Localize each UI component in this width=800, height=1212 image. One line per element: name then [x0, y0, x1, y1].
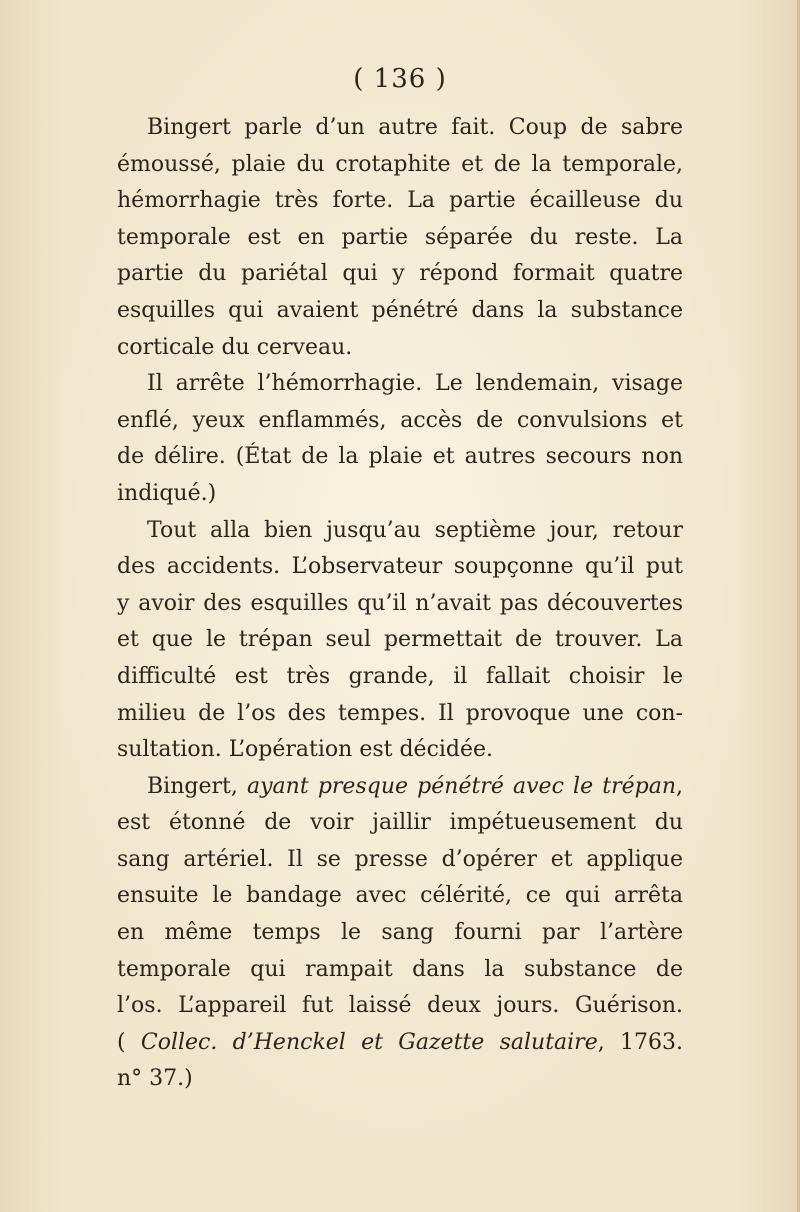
text-line: Il arrête l’hémorrhagie. Le lendemain, visage	[147, 371, 683, 397]
citation-tail: n° 37.)	[117, 1066, 193, 1092]
text-line: de délire. (État de la plaie et autres secours non	[117, 444, 683, 470]
body-text	[117, 110, 683, 1098]
text-line: temporale est en partie séparée du reste. La	[117, 224, 683, 250]
text-line: temporale qui rampait dans la substance de	[117, 956, 683, 982]
text-line: en même temps le sang fourni par l’artère	[117, 920, 683, 946]
text-line: hémorrhagie très forte. La partie écailleuse du	[117, 188, 683, 214]
paragraph-3	[117, 513, 683, 769]
text-run: ,	[676, 773, 684, 799]
text-line: sang artériel. Il se presse d’opérer et applique	[117, 846, 683, 872]
italic-phrase: ayant presque pénétré avec le trépan	[247, 773, 677, 799]
text-line: Tout alla bien jusqu’au septième jour, retour	[147, 517, 683, 543]
paragraph-1	[117, 110, 683, 366]
citation-open: (	[117, 1029, 126, 1055]
citation-title: Collec. d’Henckel et Gazette salutaire	[140, 1029, 598, 1055]
text-line: corticale du cerveau.	[117, 334, 353, 360]
text-line: sultation. L’opération est décidée.	[117, 737, 494, 763]
page-number: ( 136 )	[353, 64, 447, 94]
text-line: est étonné de voir jaillir impétueusement du	[117, 810, 683, 836]
text-line: émoussé, plaie du crotaphite et de la temporale,	[117, 151, 683, 177]
text-line: difficulté est très grande, il fallait choisir le	[117, 663, 683, 689]
text-line: l’os. L’appareil fut laissé deux jours. Guérison.	[117, 993, 683, 1019]
paragraph-4	[117, 769, 683, 1098]
citation-year: , 1763.	[597, 1029, 683, 1055]
citation-line	[117, 1025, 683, 1062]
text-line	[117, 769, 683, 806]
text-line: esquilles qui avaient pénétré dans la substance	[117, 297, 683, 323]
text-line: Bingert parle d’un autre fait. Coup de sabre	[147, 115, 683, 140]
text-run: Bingert,	[147, 773, 247, 799]
text-line: enflé, yeux enflammés, accès de convulsions et	[117, 407, 683, 433]
text-line: y avoir des esquilles qu’il n’avait pas découvertes	[117, 590, 683, 616]
text-line: ensuite le bandage avec célérité, ce qui arrêta	[117, 883, 683, 909]
text-line: et que le trépan seul permettait de trouver. La	[117, 627, 683, 653]
text-line: indiqué.)	[117, 480, 217, 506]
text-line: partie du pariétal qui y répond formait quatre	[117, 261, 683, 287]
text-line: milieu de l’os des tempes. Il provoque une con-	[117, 700, 683, 726]
paragraph-2	[117, 366, 683, 512]
text-line: des accidents. L’observateur soupçonne qu’il put	[117, 554, 683, 580]
